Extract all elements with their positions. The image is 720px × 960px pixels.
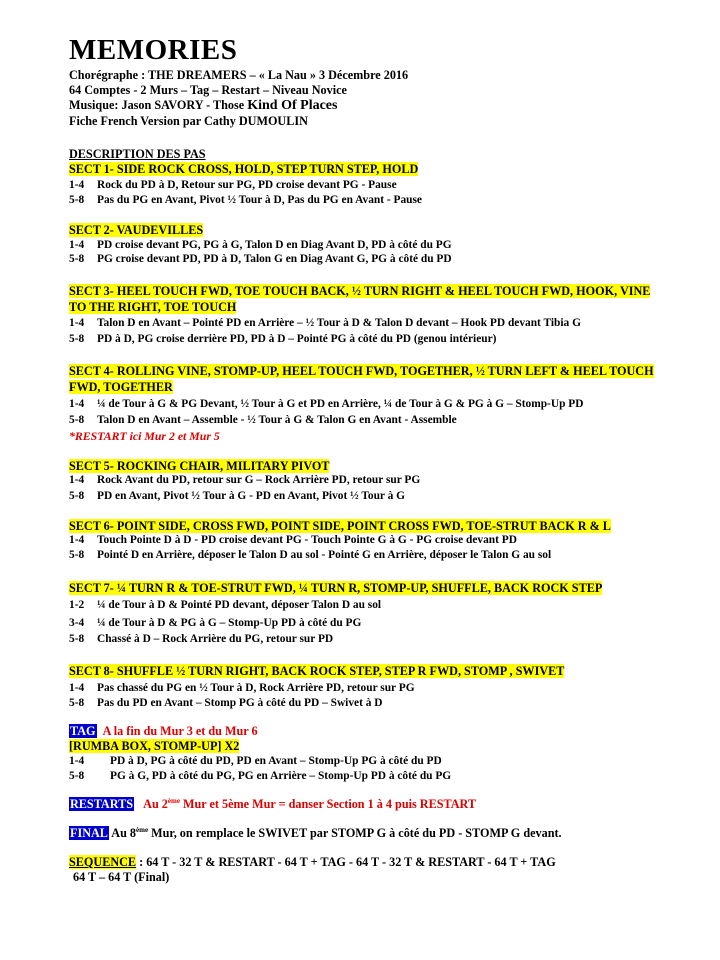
section-8-step: 1-4 Pas chassé du PG en ½ Tour à D, Rock Arrière PD, retour sur PG xyxy=(69,682,415,694)
sequence-label: SEQUENCE xyxy=(69,855,137,869)
dance-title: MEMORIES xyxy=(69,34,238,66)
section-8-title: SECT 8- SHUFFLE ½ TURN RIGHT, BACK ROCK STEP, STEP R FWD, STOMP , SWIVET xyxy=(69,664,565,678)
music-line xyxy=(69,98,337,113)
restart-note: *RESTART ici Mur 2 et Mur 5 xyxy=(69,429,220,443)
section-1-step: 1-4 Rock du PD à D, Retour sur PG, PD croise devant PG - Pause xyxy=(69,179,397,191)
final-line xyxy=(69,826,562,841)
tag-sub: [RUMBA BOX, STOMP-UP] X2 xyxy=(69,739,240,753)
section-6-title: SECT 6- POINT SIDE, CROSS FWD, POINT SIDE, POINT CROSS FWD, TOE-STRUT BACK R & L xyxy=(69,519,611,533)
sequence-text: : 64 T - 32 T & RESTART - 64 T + TAG - 64 T - 32 T & RESTART - 64 T + TAG xyxy=(136,855,556,869)
section-2-step: 1-4 PD croise devant PG, PG à G, Talon D en Diag Avant D, PD à côté du PG xyxy=(69,239,452,251)
section-7-title: SECT 7- ¼ TURN R & TOE-STRUT FWD, ¼ TURN R, STOMP-UP, SHUFFLE, BACK ROCK STEP xyxy=(69,581,603,595)
restarts-text: Au 2ème Mur et 5ème Mur = danser Section 1 à 4 puis RESTART xyxy=(143,796,477,811)
section-5-step: 5-8 PD en Avant, Pivot ½ Tour à G - PD en Avant, Pivot ½ Tour à G xyxy=(69,490,405,502)
section-3-step: 1-4 Talon D en Avant – Pointé PD en Arrière – ½ Tour à D & Talon D devant – Hook PD devant Tibia G xyxy=(69,317,581,329)
section-7-step: 1-2 ¼ de Tour à D & Pointé PD devant, déposer Talon D au sol xyxy=(69,599,382,611)
section-2-step: 5-8 PG croise devant PD, PD à D, Talon G en Diag Avant G, PG à côté du PD xyxy=(69,253,452,265)
section-4-title: SECT 4- ROLLING VINE, STOMP-UP, HEEL TOUCH FWD, TOGETHER, ½ TURN LEFT & HEEL TOUCH FWD, TOGETHER xyxy=(69,364,654,394)
section-5-title: SECT 5- ROCKING CHAIR, MILITARY PIVOT xyxy=(69,459,330,473)
music-prefix: Musique: Jason SAVORY - Those xyxy=(69,98,248,112)
tag-line xyxy=(69,724,258,739)
section-7-step: 3-4 ¼ de Tour à D & PG à G – Stomp-Up PD à côté du PG xyxy=(69,617,362,629)
section-4-step: 5-8 Talon D en Avant – Assemble - ½ Tour à G & Talon G en Avant - Assemble xyxy=(69,414,457,426)
restarts-label: RESTARTS xyxy=(70,797,134,811)
section-2-title: SECT 2- VAUDEVILLES xyxy=(69,223,204,237)
choreographer-line: Chorégraphe : THE DREAMERS – « La Nau » 3 Décembre 2016 xyxy=(69,68,409,82)
music-title: Kind Of Places xyxy=(247,98,338,113)
tag-step: 5-8 PG à G, PD à côté du PG, PG en Arrière – Stomp-Up PD à côté du PG xyxy=(69,770,452,782)
final-label: FINAL xyxy=(70,826,108,840)
description-heading: DESCRIPTION DES PAS xyxy=(69,147,206,161)
final-text: Au 8ème Mur, on remplace le SWIVET par STOMP G à côté du PD - STOMP G devant. xyxy=(108,825,562,840)
sequence-line-2: 64 T – 64 T (Final) xyxy=(73,870,170,884)
section-1-title: SECT 1- SIDE ROCK CROSS, HOLD, STEP TURN STEP, HOLD xyxy=(69,162,419,176)
section-5-step: 1-4 Rock Avant du PD, retour sur G – Rock Arrière PD, retour sur PG xyxy=(69,474,421,486)
section-6-step: 5-8 Pointé D en Arrière, déposer le Talon D au sol - Pointé G en Arrière, déposer le Talon G au sol xyxy=(69,549,552,561)
section-3-step: 5-8 PD à D, PG croise derrière PD, PD à D – Pointé PG à côté du PD (genou intérieur) xyxy=(69,333,497,345)
fiche-line: Fiche French Version par Cathy DUMOULIN xyxy=(69,114,308,128)
sequence-line xyxy=(69,855,556,870)
restarts-line xyxy=(69,797,476,812)
tag-step: 1-4 PD à D, PG à côté du PD, PD en Avant – Stomp-Up PG à côté du PD xyxy=(69,755,442,767)
section-8-step: 5-8 Pas du PD en Avant – Stomp PG à côté du PD – Swivet à D xyxy=(69,697,383,709)
section-3-title: SECT 3- HEEL TOUCH FWD, TOE TOUCH BACK, ½ TURN RIGHT & HEEL TOUCH FWD, HOOK, VINE TO THE RIGHT, TOE TOUCH xyxy=(69,284,651,314)
counts-line: 64 Comptes - 2 Murs – Tag – Restart – Niveau Novice xyxy=(69,83,347,97)
section-7-step: 5-8 Chassé à D – Rock Arrière du PG, retour sur PD xyxy=(69,633,334,645)
tag-text: A la fin du Mur 3 et du Mur 6 xyxy=(102,724,258,738)
tag-label: TAG xyxy=(70,724,96,738)
section-4-step: 1-4 ¼ de Tour à G & PG Devant, ½ Tour à G et PD en Arrière, ¼ de Tour à G & PG à G – Stomp-Up PD xyxy=(69,398,584,410)
section-1-step: 5-8 Pas du PG en Avant, Pivot ½ Tour à D, Pas du PG en Avant - Pause xyxy=(69,194,422,206)
section-6-step: 1-4 Touch Pointe D à D - PD croise devant PG - Touch Pointe G à G - PG croise devant PD xyxy=(69,534,517,546)
